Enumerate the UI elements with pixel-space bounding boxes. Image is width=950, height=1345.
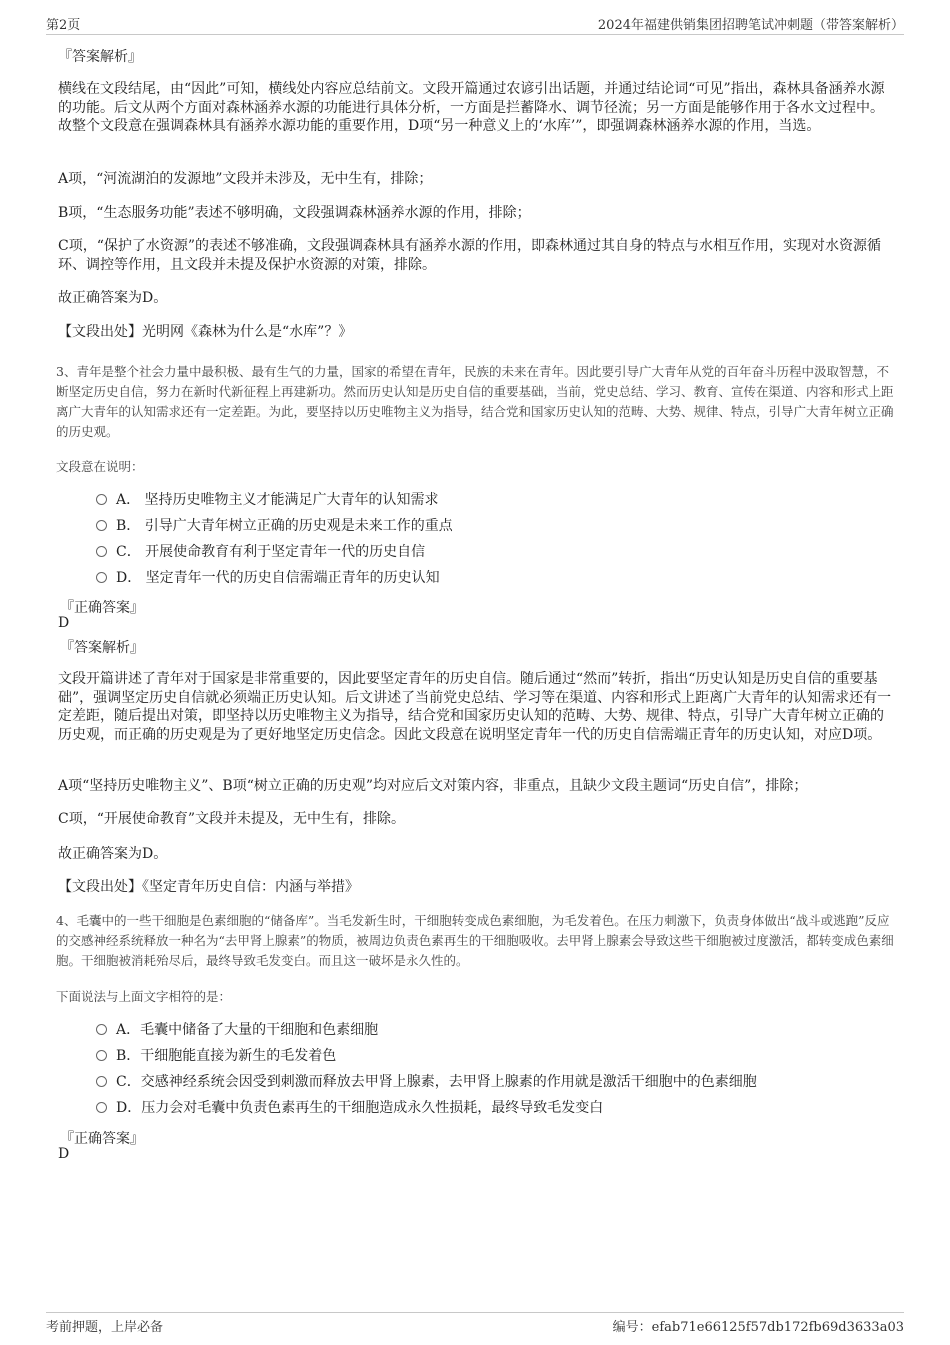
question-3-stem: 文段意在说明： <box>56 459 144 474</box>
page-header <box>46 14 904 35</box>
radio-icon[interactable] <box>96 1050 107 1061</box>
source-citation: 【文段出处】《坚定青年历史自信：内涵与举措》 <box>58 879 359 895</box>
option-b[interactable] <box>96 516 453 536</box>
page-number: 第2页 <box>46 18 81 33</box>
option-label: B． 引导广大青年树立正确的历史观是未来工作的重点 <box>116 518 453 534</box>
radio-icon[interactable] <box>96 546 107 557</box>
analysis-paragraph: 横线在文段结尾，由“因此”可知，横线处内容应总结前文。文段开篇通过农谚引出话题，并通过结论词“可见”指出，森林具备涵养水源的功能。后文从两个方面对森林涵养水源的功能进行具体分析，一方面是拦蓄降水、调节径流；另一方面是能够作用于各水文过程中。故整个文段意在强调森林具有涵养水源功能的重要作用，D项“另一种意义上的‘水库’”，即强调森林涵养水源的作用，当选。 <box>58 81 885 134</box>
analysis-label: 『答案解析』 <box>58 49 142 65</box>
analysis-paragraph: A项“坚持历史唯物主义”、B项“树立正确的历史观”均对应后文对策内容，非重点，且缺少文段主题词“历史自信”，排除； <box>58 778 808 794</box>
option-b[interactable] <box>96 1046 336 1066</box>
radio-icon[interactable] <box>96 494 107 505</box>
radio-icon[interactable] <box>96 572 107 583</box>
analysis-paragraph: 文段开篇讲述了青年对于国家是非常重要的，因此要坚定青年的历史自信。随后通过“然而”转折，指出“历史认知是历史自信的重要基础”，强调坚定历史自信就必须端正历史认知。后文讲述了当前党史总结、学习等在渠道、内容和形式上距离广大青年的认知需求还有一定差距，随后提出对策，即坚持以历史唯物主义为指导，结合党和国家历史认知的范畴、大势、规律、特点，引导广大青年树立正确的历史观，而正确的历史观是为了更好地坚定历史信念。因此文段意在说明坚定青年一代的历史自信需端正青年的历史认知，对应D项。 <box>58 671 892 743</box>
option-label: A．毛囊中储备了大量的干细胞和色素细胞 <box>116 1022 379 1038</box>
option-c[interactable] <box>96 1072 757 1092</box>
option-d[interactable] <box>96 1098 603 1118</box>
radio-icon[interactable] <box>96 520 107 531</box>
analysis-conclusion: 故正确答案为D。 <box>58 290 168 306</box>
radio-icon[interactable] <box>96 1076 107 1087</box>
option-label: D． 坚定青年一代的历史自信需端正青年的历史认知 <box>116 570 440 586</box>
page-footer <box>46 1312 904 1335</box>
analysis-paragraph: A项，“河流湖泊的发源地”文段并未涉及，无中生有，排除； <box>58 171 433 187</box>
source-citation: 【文段出处】光明网《森林为什么是“水库”？》 <box>58 324 353 340</box>
option-label: A． 坚持历史唯物主义才能满足广大青年的认知需求 <box>116 492 439 508</box>
option-label: B．干细胞能直接为新生的毛发着色 <box>116 1048 337 1064</box>
question-4-text: 4、毛囊中的一些干细胞是色素细胞的“储备库”。当毛发新生时，干细胞转变成色素细胞，为毛发着色。在压力刺激下，负责身体做出“战斗或逃跑”反应的交感神经系统释放一种名为“去甲肾上腺素”的物质，被周边负责色素再生的干细胞吸收。去甲肾上腺素会导致这些干细胞被过度激活，都转变成色素细胞。干细胞被消耗殆尽后，最终导致毛发变白。而且这一破坏是永久性的。 <box>56 913 894 968</box>
option-label: C．交感神经系统会因受到刺激而释放去甲肾上腺素，去甲肾上腺素的作用就是激活干细胞中的色素细胞 <box>116 1074 757 1090</box>
question-3-text: 3、青年是整个社会力量中最积极、最有生气的力量，国家的希望在青年，民族的未来在青年。因此要引导广大青年从党的百年奋斗历程中汲取智慧，不断坚定历史自信，努力在新时代新征程上再建新功。然而历史认知是历史自信的重要基础，当前，党史总结、学习、教育、宣传在渠道、内容和形式上距离广大青年的认知需求还有一定差距。为此，要坚持以历史唯物主义为指导，结合党和国家历史认知的范畴、大势、规律、特点，引导广大青年树立正确的历史观。 <box>56 364 894 439</box>
footer-slogan: 考前押题，上岸必备 <box>46 1320 164 1335</box>
option-label: C． 开展使命教育有利于坚定青年一代的历史自信 <box>116 544 426 560</box>
option-a[interactable] <box>96 490 439 510</box>
analysis-conclusion: 故正确答案为D。 <box>58 846 168 862</box>
option-d[interactable] <box>96 568 440 588</box>
analysis-paragraph: C项，“保护了水资源”的表述不够准确，文段强调森林具有涵养水源的作用，即森林通过其自身的特点与水相互作用，实现对水资源循环、调控等作用，且文段并未提及保护水资源的对策，排除。 <box>58 238 882 273</box>
option-c[interactable] <box>96 542 425 562</box>
radio-icon[interactable] <box>96 1102 107 1113</box>
correct-answer-label: 『正确答案』 <box>60 600 144 616</box>
analysis-label: 『答案解析』 <box>60 640 144 656</box>
correct-answer: D <box>58 1146 70 1162</box>
analysis-paragraph: C项，“开展使命教育”文段并未提及，无中生有，排除。 <box>58 811 406 827</box>
analysis-paragraph: B项，“生态服务功能”表述不够明确，文段强调森林涵养水源的作用，排除； <box>58 205 531 221</box>
option-a[interactable] <box>96 1020 378 1040</box>
correct-answer-label: 『正确答案』 <box>60 1131 144 1147</box>
radio-icon[interactable] <box>96 1024 107 1035</box>
question-4-stem: 下面说法与上面文字相符的是： <box>56 989 232 1004</box>
correct-answer: D <box>58 615 70 631</box>
document-id: 编号：efab71e66125f57db172fb69d3633a03 <box>612 1320 904 1335</box>
option-label: D．压力会对毛囊中负责色素再生的干细胞造成永久性损耗，最终导致毛发变白 <box>116 1100 604 1116</box>
document-title: 2024年福建供销集团招聘笔试冲刺题（带答案解析） <box>597 18 904 33</box>
